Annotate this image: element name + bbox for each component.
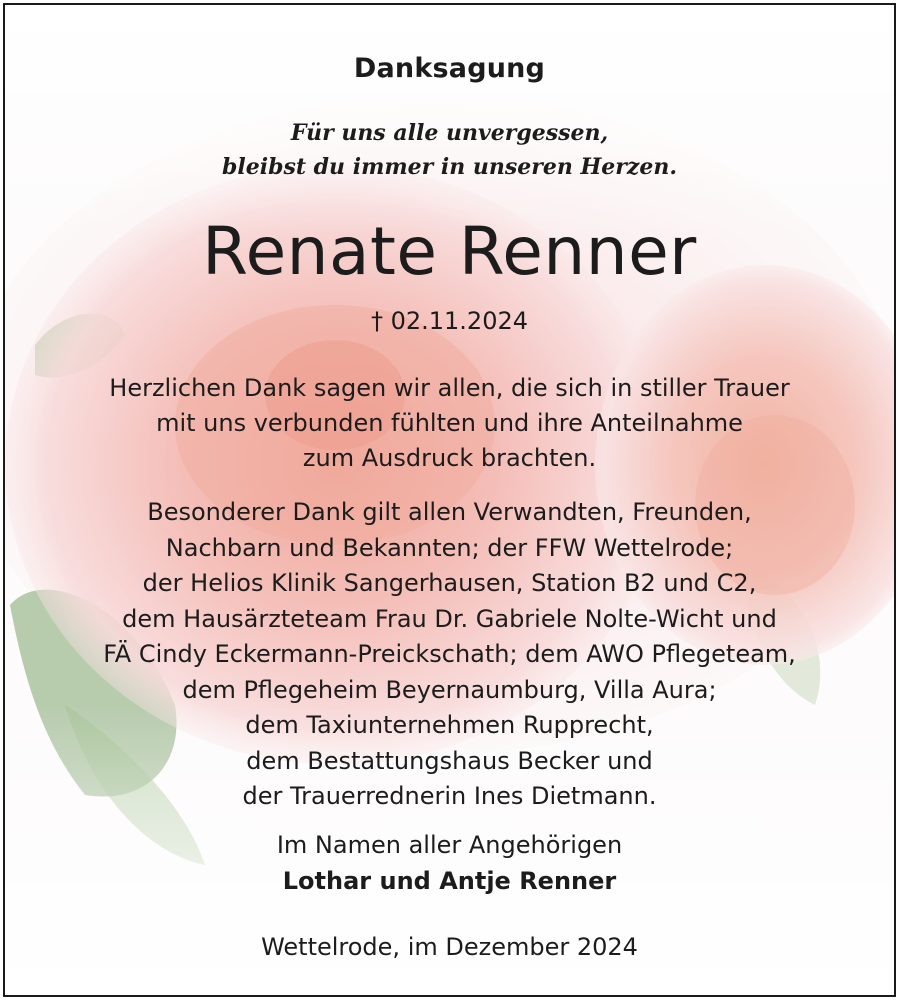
signature-intro: Im Namen aller Angehörigen bbox=[276, 831, 623, 859]
motto-line: Für uns alle unvergessen, bbox=[290, 120, 609, 146]
text-line: der Helios Klinik Sangerhausen, Station B2 und C2, bbox=[142, 569, 757, 597]
text-line: dem Bestattungshaus Becker und bbox=[246, 746, 653, 775]
text-line: Besonderer Dank gilt allen Verwandten, Freunden, bbox=[147, 498, 752, 526]
signature-names: Lothar und Antje Renner bbox=[282, 867, 617, 895]
notice-heading: Danksagung bbox=[353, 53, 546, 84]
death-date: † 02.11.2024 bbox=[370, 307, 529, 335]
text-line: dem Hausärzteteam Frau Dr. Gabriele Nolte-Wicht und bbox=[122, 604, 777, 633]
text-line: Herzlichen Dank sagen wir allen, die sich in stiller Trauer bbox=[109, 374, 790, 402]
text-line: Nachbarn und Bekannten; der FFW Wettelrode; bbox=[165, 533, 734, 562]
motto bbox=[5, 116, 894, 184]
text-line: dem Pflegeheim Beyernaumburg, Villa Aura; bbox=[182, 675, 717, 704]
place-and-date: Wettelrode, im Dezember 2024 bbox=[261, 933, 638, 961]
obituary-notice bbox=[3, 3, 896, 997]
text-line: dem Taxiunternehmen Rupprecht, bbox=[245, 711, 654, 739]
text-line: mit uns verbunden fühlten und ihre Anteilnahme bbox=[156, 409, 743, 437]
deceased-name: Renate Renner bbox=[202, 213, 697, 290]
text-line: FÄ Cindy Eckermann-Preickschath; dem AWO Pflegeteam, bbox=[103, 640, 796, 668]
notice-content bbox=[5, 5, 894, 995]
text-line: der Trauerrednerin Ines Dietmann. bbox=[242, 782, 657, 810]
text-line: zum Ausdruck brachten. bbox=[302, 444, 597, 472]
thanks-paragraph bbox=[5, 371, 894, 476]
special-thanks-paragraph bbox=[5, 495, 894, 815]
motto-line: bleibst du immer in unseren Herzen. bbox=[221, 154, 678, 180]
